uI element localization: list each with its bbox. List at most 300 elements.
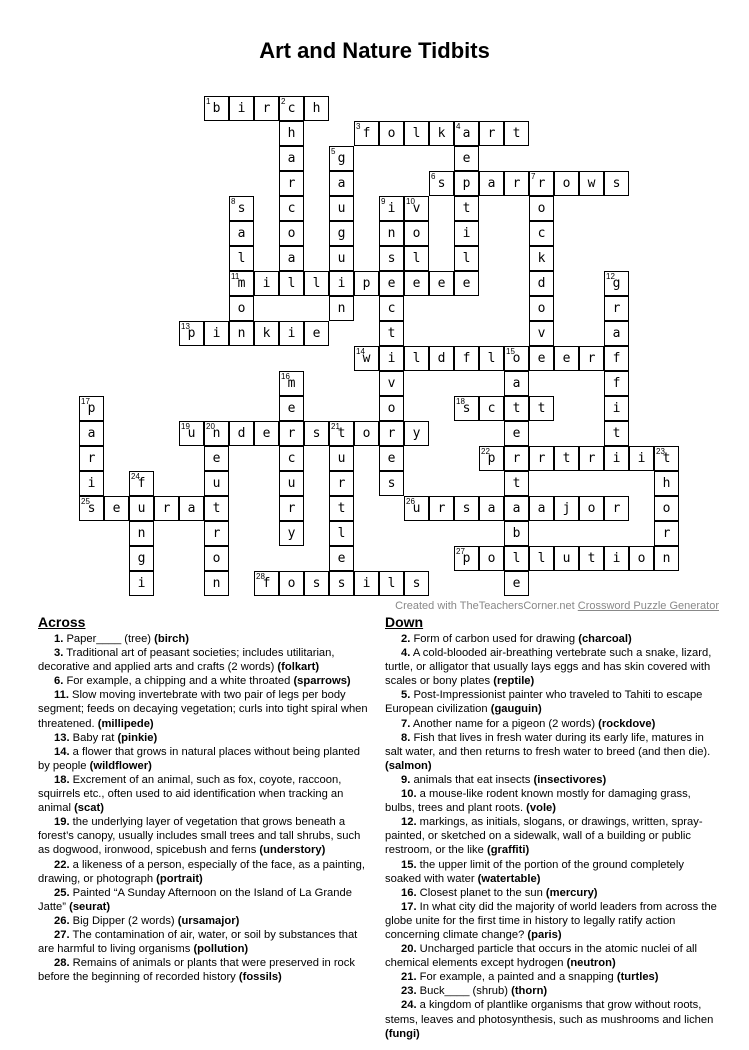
grid-cell[interactable] xyxy=(479,121,504,146)
grid-cell[interactable] xyxy=(504,396,529,421)
cell-letter: o xyxy=(537,201,546,216)
grid-cell[interactable] xyxy=(329,146,354,171)
cell-letter: a xyxy=(287,151,296,166)
across-clue xyxy=(38,674,368,688)
grid-cell[interactable] xyxy=(654,446,679,471)
grid-cell[interactable] xyxy=(579,446,604,471)
grid-cell[interactable] xyxy=(529,246,554,271)
grid-cell[interactable] xyxy=(354,421,379,446)
grid-cell[interactable] xyxy=(404,571,429,596)
grid-cell[interactable] xyxy=(504,546,529,571)
across-clue-list xyxy=(38,632,368,984)
cell-number: 24 xyxy=(131,472,140,481)
cell-number: 22 xyxy=(481,447,490,456)
cell-letter: l xyxy=(512,551,521,566)
grid-cell[interactable] xyxy=(379,121,404,146)
down-clue xyxy=(385,688,720,716)
grid-cell[interactable] xyxy=(204,471,229,496)
cell-letter: n xyxy=(212,576,221,591)
cell-letter: v xyxy=(537,326,546,341)
grid-cell[interactable] xyxy=(554,446,579,471)
grid-cell[interactable] xyxy=(629,446,654,471)
cell-letter: y xyxy=(287,526,296,541)
grid-cell[interactable] xyxy=(204,446,229,471)
grid-cell[interactable] xyxy=(454,271,479,296)
cell-letter: s xyxy=(312,426,321,441)
grid-cell[interactable] xyxy=(379,396,404,421)
grid-cell[interactable] xyxy=(279,171,304,196)
grid-cell[interactable] xyxy=(354,121,379,146)
grid-cell[interactable] xyxy=(404,246,429,271)
clue-answer: (rockdove) xyxy=(598,717,656,730)
across-clue xyxy=(38,858,368,886)
grid-cell[interactable] xyxy=(204,321,229,346)
across-clue xyxy=(38,688,368,730)
grid-cell[interactable] xyxy=(179,496,204,521)
grid-cell[interactable] xyxy=(204,521,229,546)
grid-cell[interactable] xyxy=(279,121,304,146)
cell-letter: i xyxy=(462,226,471,241)
cell-letter: p xyxy=(187,326,196,341)
grid-cell[interactable] xyxy=(329,171,354,196)
grid-cell[interactable] xyxy=(304,96,329,121)
grid-cell[interactable] xyxy=(129,521,154,546)
grid-cell[interactable] xyxy=(504,121,529,146)
grid-cell[interactable] xyxy=(79,471,104,496)
grid-cell[interactable] xyxy=(504,471,529,496)
clue-text: For example, a chipping and a white throated xyxy=(63,675,294,688)
grid-cell[interactable] xyxy=(454,246,479,271)
grid-cell[interactable] xyxy=(454,171,479,196)
grid-cell[interactable] xyxy=(229,271,254,296)
clue-answer: (neutron) xyxy=(566,957,616,970)
across-clue xyxy=(38,956,368,984)
grid-cell[interactable] xyxy=(429,171,454,196)
grid-cell[interactable] xyxy=(604,271,629,296)
cell-letter: r xyxy=(587,351,596,366)
grid-cell[interactable] xyxy=(379,196,404,221)
grid-cell[interactable] xyxy=(129,471,154,496)
grid-cell[interactable] xyxy=(504,171,529,196)
clue-number: 17. xyxy=(401,900,417,913)
grid-cell[interactable] xyxy=(604,421,629,446)
grid-cell[interactable] xyxy=(229,321,254,346)
grid-cell[interactable] xyxy=(554,346,579,371)
grid-cell[interactable] xyxy=(554,171,579,196)
cell-letter: i xyxy=(612,551,621,566)
grid-cell[interactable] xyxy=(404,496,429,521)
grid-cell[interactable] xyxy=(454,196,479,221)
grid-cell[interactable] xyxy=(229,96,254,121)
grid-cell[interactable] xyxy=(504,521,529,546)
down-clue xyxy=(385,731,720,773)
grid-cell[interactable] xyxy=(79,396,104,421)
grid-cell[interactable] xyxy=(529,296,554,321)
grid-cell[interactable] xyxy=(204,496,229,521)
down-clue xyxy=(385,717,720,731)
clue-answer: (insectivores) xyxy=(533,773,607,786)
grid-cell[interactable] xyxy=(329,221,354,246)
grid-cell[interactable] xyxy=(354,346,379,371)
clue-answer: (seurat) xyxy=(69,900,111,913)
grid-cell[interactable] xyxy=(479,546,504,571)
grid-cell[interactable] xyxy=(529,221,554,246)
grid-cell[interactable] xyxy=(254,271,279,296)
grid-cell[interactable] xyxy=(504,571,529,596)
grid-cell[interactable] xyxy=(529,496,554,521)
grid-cell[interactable] xyxy=(229,296,254,321)
grid-cell[interactable] xyxy=(454,146,479,171)
grid-cell[interactable] xyxy=(229,221,254,246)
grid-cell[interactable] xyxy=(229,196,254,221)
grid-cell[interactable] xyxy=(454,346,479,371)
cell-letter: f xyxy=(612,376,621,391)
grid-cell[interactable] xyxy=(429,121,454,146)
cell-letter: o xyxy=(237,301,246,316)
cell-letter: e xyxy=(512,426,521,441)
cell-letter: s xyxy=(462,401,471,416)
cell-number: 3 xyxy=(356,122,361,131)
cell-letter: r xyxy=(537,176,546,191)
cell-letter: e xyxy=(512,576,521,591)
cell-letter: e xyxy=(287,401,296,416)
cell-letter: a xyxy=(87,426,96,441)
cell-letter: o xyxy=(537,301,546,316)
cell-letter: o xyxy=(287,576,296,591)
grid-cell[interactable] xyxy=(529,446,554,471)
grid-cell[interactable] xyxy=(379,296,404,321)
grid-cell[interactable] xyxy=(329,421,354,446)
grid-cell[interactable] xyxy=(329,196,354,221)
grid-cell[interactable] xyxy=(329,546,354,571)
grid-cell[interactable] xyxy=(354,571,379,596)
cell-letter: g xyxy=(137,551,146,566)
clue-number: 8. xyxy=(401,731,411,744)
across-clue xyxy=(38,745,368,773)
cell-letter: u xyxy=(337,251,346,266)
clue-number: 13. xyxy=(54,731,70,744)
grid-cell[interactable] xyxy=(329,271,354,296)
grid-cell[interactable] xyxy=(479,396,504,421)
across-clue xyxy=(38,815,368,857)
cell-letter: i xyxy=(337,276,346,291)
grid-cell[interactable] xyxy=(604,346,629,371)
cell-letter: e xyxy=(537,351,546,366)
grid-cell[interactable] xyxy=(79,421,104,446)
grid-cell[interactable] xyxy=(654,496,679,521)
grid-cell[interactable] xyxy=(279,196,304,221)
clue-number: 5. xyxy=(401,689,411,702)
grid-cell[interactable] xyxy=(379,271,404,296)
grid-cell[interactable] xyxy=(454,121,479,146)
clue-number: 15. xyxy=(401,858,417,871)
clue-text: Big Dipper (2 words) xyxy=(69,914,178,927)
clue-text: the upper limit of the portion of the ground completely soaked with water xyxy=(385,858,684,885)
clue-number: 16. xyxy=(401,886,417,899)
grid-cell[interactable] xyxy=(329,471,354,496)
grid-cell[interactable] xyxy=(329,521,354,546)
grid-cell[interactable] xyxy=(579,171,604,196)
grid-cell[interactable] xyxy=(579,346,604,371)
grid-cell[interactable] xyxy=(379,321,404,346)
cell-letter: o xyxy=(287,226,296,241)
clue-answer: (understory) xyxy=(259,844,326,857)
grid-cell[interactable] xyxy=(479,496,504,521)
cell-letter: t xyxy=(212,501,221,516)
grid-cell[interactable] xyxy=(104,496,129,521)
grid-cell[interactable] xyxy=(304,271,329,296)
clue-answer: (salmon) xyxy=(385,759,432,772)
grid-cell[interactable] xyxy=(479,171,504,196)
cell-letter: e xyxy=(337,551,346,566)
grid-cell[interactable] xyxy=(279,471,304,496)
grid-cell[interactable] xyxy=(529,196,554,221)
grid-cell[interactable] xyxy=(179,421,204,446)
grid-cell[interactable] xyxy=(129,546,154,571)
grid-cell[interactable] xyxy=(279,496,304,521)
grid-cell[interactable] xyxy=(579,496,604,521)
grid-cell[interactable] xyxy=(404,196,429,221)
cell-letter: a xyxy=(487,501,496,516)
grid-cell[interactable] xyxy=(379,471,404,496)
cell-letter: l xyxy=(412,251,421,266)
grid-cell[interactable] xyxy=(379,571,404,596)
cell-letter: s xyxy=(387,476,396,491)
grid-cell[interactable] xyxy=(254,571,279,596)
cell-letter: h xyxy=(312,101,321,116)
clue-text: a mouse-like rodent known mostly for damaging grass, bulbs, trees and plant roots. xyxy=(385,788,691,815)
grid-cell[interactable] xyxy=(529,271,554,296)
grid-cell[interactable] xyxy=(79,446,104,471)
clue-text: markings, as initials, slogans, or drawings, written, spray-painted, or sketched on a sidewalk, wall of a building or public restroom, or the like xyxy=(385,816,703,857)
grid-cell[interactable] xyxy=(454,221,479,246)
clue-text: A cold-blooded air-breathing vertebrate such a snake, lizard, turtle, or alligator that usually lays eggs and has skin covered with scales or bony plates xyxy=(385,647,712,688)
grid-cell[interactable] xyxy=(604,396,629,421)
cell-letter: c xyxy=(487,401,496,416)
grid-cell[interactable] xyxy=(604,496,629,521)
grid-cell[interactable] xyxy=(604,446,629,471)
cell-letter: o xyxy=(387,126,396,141)
grid-cell[interactable] xyxy=(604,371,629,396)
grid-cell[interactable] xyxy=(254,96,279,121)
grid-cell[interactable] xyxy=(329,246,354,271)
grid-cell[interactable] xyxy=(204,96,229,121)
cell-number: 11 xyxy=(231,272,240,281)
grid-cell[interactable] xyxy=(479,346,504,371)
cell-letter: c xyxy=(287,451,296,466)
grid-cell[interactable] xyxy=(604,171,629,196)
grid-cell[interactable] xyxy=(479,446,504,471)
grid-cell[interactable] xyxy=(204,421,229,446)
grid-cell[interactable] xyxy=(404,121,429,146)
clue-answer: (vole) xyxy=(526,802,557,815)
grid-cell[interactable] xyxy=(279,146,304,171)
cell-letter: e xyxy=(562,351,571,366)
grid-cell[interactable] xyxy=(329,296,354,321)
cell-letter: g xyxy=(337,226,346,241)
down-clue-list xyxy=(385,632,720,1041)
grid-cell[interactable] xyxy=(204,546,229,571)
cell-number: 10 xyxy=(406,197,415,206)
grid-cell[interactable] xyxy=(379,346,404,371)
grid-cell[interactable] xyxy=(379,371,404,396)
grid-cell[interactable] xyxy=(229,421,254,446)
cell-letter: s xyxy=(412,576,421,591)
down-clue xyxy=(385,858,720,886)
cell-letter: g xyxy=(337,151,346,166)
clue-answer: (portrait) xyxy=(156,872,203,885)
clue-number: 11. xyxy=(54,689,69,702)
cell-letter: b xyxy=(512,526,521,541)
grid-cell[interactable] xyxy=(279,321,304,346)
grid-cell[interactable] xyxy=(379,421,404,446)
cell-letter: l xyxy=(537,551,546,566)
clue-number: 23. xyxy=(401,985,417,998)
grid-cell[interactable] xyxy=(279,446,304,471)
grid-cell[interactable] xyxy=(279,221,304,246)
cell-letter: w xyxy=(362,351,371,366)
grid-cell[interactable] xyxy=(329,496,354,521)
grid-cell[interactable] xyxy=(429,271,454,296)
grid-cell[interactable] xyxy=(404,271,429,296)
cell-letter: s xyxy=(312,576,321,591)
cell-number: 5 xyxy=(331,147,336,156)
clue-number: 18. xyxy=(54,773,70,786)
cell-letter: u xyxy=(187,426,196,441)
cell-letter: i xyxy=(637,451,646,466)
grid-cell[interactable] xyxy=(654,546,679,571)
grid-cell[interactable] xyxy=(629,546,654,571)
grid-cell[interactable] xyxy=(179,321,204,346)
grid-cell[interactable] xyxy=(529,396,554,421)
grid-cell[interactable] xyxy=(279,246,304,271)
cell-letter: a xyxy=(337,176,346,191)
grid-cell[interactable] xyxy=(654,521,679,546)
grid-cell[interactable] xyxy=(229,246,254,271)
grid-cell[interactable] xyxy=(504,346,529,371)
cell-letter: t xyxy=(512,476,521,491)
cell-letter: j xyxy=(562,501,571,516)
grid-cell[interactable] xyxy=(79,496,104,521)
clue-number: 28. xyxy=(54,957,70,970)
grid-cell[interactable] xyxy=(129,571,154,596)
cell-letter: l xyxy=(412,351,421,366)
cell-letter: l xyxy=(237,251,246,266)
clue-text: Slow moving invertebrate with two pair of legs per body segment; feeds on decaying vegetation; curls into tight spiral when threatened. xyxy=(38,689,368,730)
grid-cell[interactable] xyxy=(654,471,679,496)
cell-number: 8 xyxy=(231,197,236,206)
grid-cell[interactable] xyxy=(404,221,429,246)
grid-cell[interactable] xyxy=(504,496,529,521)
cell-number: 17 xyxy=(81,397,90,406)
grid-cell[interactable] xyxy=(279,571,304,596)
cell-letter: t xyxy=(462,201,471,216)
grid-cell[interactable] xyxy=(579,546,604,571)
grid-cell[interactable] xyxy=(279,271,304,296)
clue-text: Remains of animals or plants that were preserved in rock before the beginning of recorded history xyxy=(38,957,355,984)
cell-number: 18 xyxy=(456,397,465,406)
grid-cell[interactable] xyxy=(204,571,229,596)
cell-letter: s xyxy=(462,501,471,516)
generator-link[interactable]: Crossword Puzzle Generator xyxy=(577,600,719,612)
cell-number: 2 xyxy=(281,97,286,106)
grid-cell[interactable] xyxy=(304,321,329,346)
cell-letter: k xyxy=(437,126,446,141)
grid-cell[interactable] xyxy=(304,421,329,446)
grid-cell[interactable] xyxy=(504,446,529,471)
grid-cell[interactable] xyxy=(279,371,304,396)
cell-letter: u xyxy=(212,476,221,491)
grid-cell[interactable] xyxy=(379,246,404,271)
grid-cell[interactable] xyxy=(604,321,629,346)
cell-letter: r xyxy=(337,476,346,491)
grid-cell[interactable] xyxy=(604,546,629,571)
clue-text: a kingdom of plantlike organisms that grow without roots, stems, leaves and photosynthesis, such as mushrooms and lichen xyxy=(385,999,714,1026)
grid-cell[interactable] xyxy=(604,296,629,321)
grid-cell[interactable] xyxy=(429,346,454,371)
clue-text: Traditional art of peasant societies; includes utilitarian, decorative and applied arts and crafts (2 words) xyxy=(38,647,335,674)
grid-cell[interactable] xyxy=(254,321,279,346)
cell-letter: u xyxy=(137,501,146,516)
grid-cell[interactable] xyxy=(254,421,279,446)
grid-cell[interactable] xyxy=(554,496,579,521)
cell-letter: d xyxy=(437,351,446,366)
clue-text: a flower that grows in natural places without being planted by people xyxy=(38,745,360,772)
cell-letter: m xyxy=(287,376,296,391)
grid-cell[interactable] xyxy=(279,396,304,421)
grid-cell[interactable] xyxy=(279,421,304,446)
grid-cell[interactable] xyxy=(379,446,404,471)
clue-number: 19. xyxy=(54,816,70,829)
grid-cell[interactable] xyxy=(329,446,354,471)
grid-cell[interactable] xyxy=(429,496,454,521)
grid-cell[interactable] xyxy=(404,421,429,446)
grid-cell[interactable] xyxy=(504,421,529,446)
grid-cell[interactable] xyxy=(529,546,554,571)
grid-cell[interactable] xyxy=(279,96,304,121)
down-clue xyxy=(385,970,720,984)
grid-cell[interactable] xyxy=(304,571,329,596)
cell-number: 15 xyxy=(506,347,515,356)
down-clue xyxy=(385,646,720,688)
grid-cell[interactable] xyxy=(404,346,429,371)
grid-cell[interactable] xyxy=(129,496,154,521)
grid-cell[interactable] xyxy=(454,496,479,521)
cell-letter: o xyxy=(662,501,671,516)
cell-letter: a xyxy=(237,226,246,241)
clue-answer: (reptile) xyxy=(493,675,535,688)
cell-letter: t xyxy=(512,401,521,416)
cell-letter: l xyxy=(312,276,321,291)
grid-cell[interactable] xyxy=(329,571,354,596)
grid-cell[interactable] xyxy=(529,346,554,371)
cell-letter: r xyxy=(512,176,521,191)
grid-cell[interactable] xyxy=(279,521,304,546)
clue-answer: (paris) xyxy=(527,928,562,941)
cell-letter: r xyxy=(437,501,446,516)
grid-cell[interactable] xyxy=(454,396,479,421)
grid-cell[interactable] xyxy=(504,371,529,396)
grid-cell[interactable] xyxy=(554,546,579,571)
grid-cell[interactable] xyxy=(454,546,479,571)
grid-cell[interactable] xyxy=(354,271,379,296)
grid-cell[interactable] xyxy=(529,321,554,346)
grid-cell[interactable] xyxy=(379,221,404,246)
cell-letter: p xyxy=(87,401,96,416)
grid-cell[interactable] xyxy=(529,171,554,196)
cell-letter: a xyxy=(537,501,546,516)
grid-cell[interactable] xyxy=(154,496,179,521)
